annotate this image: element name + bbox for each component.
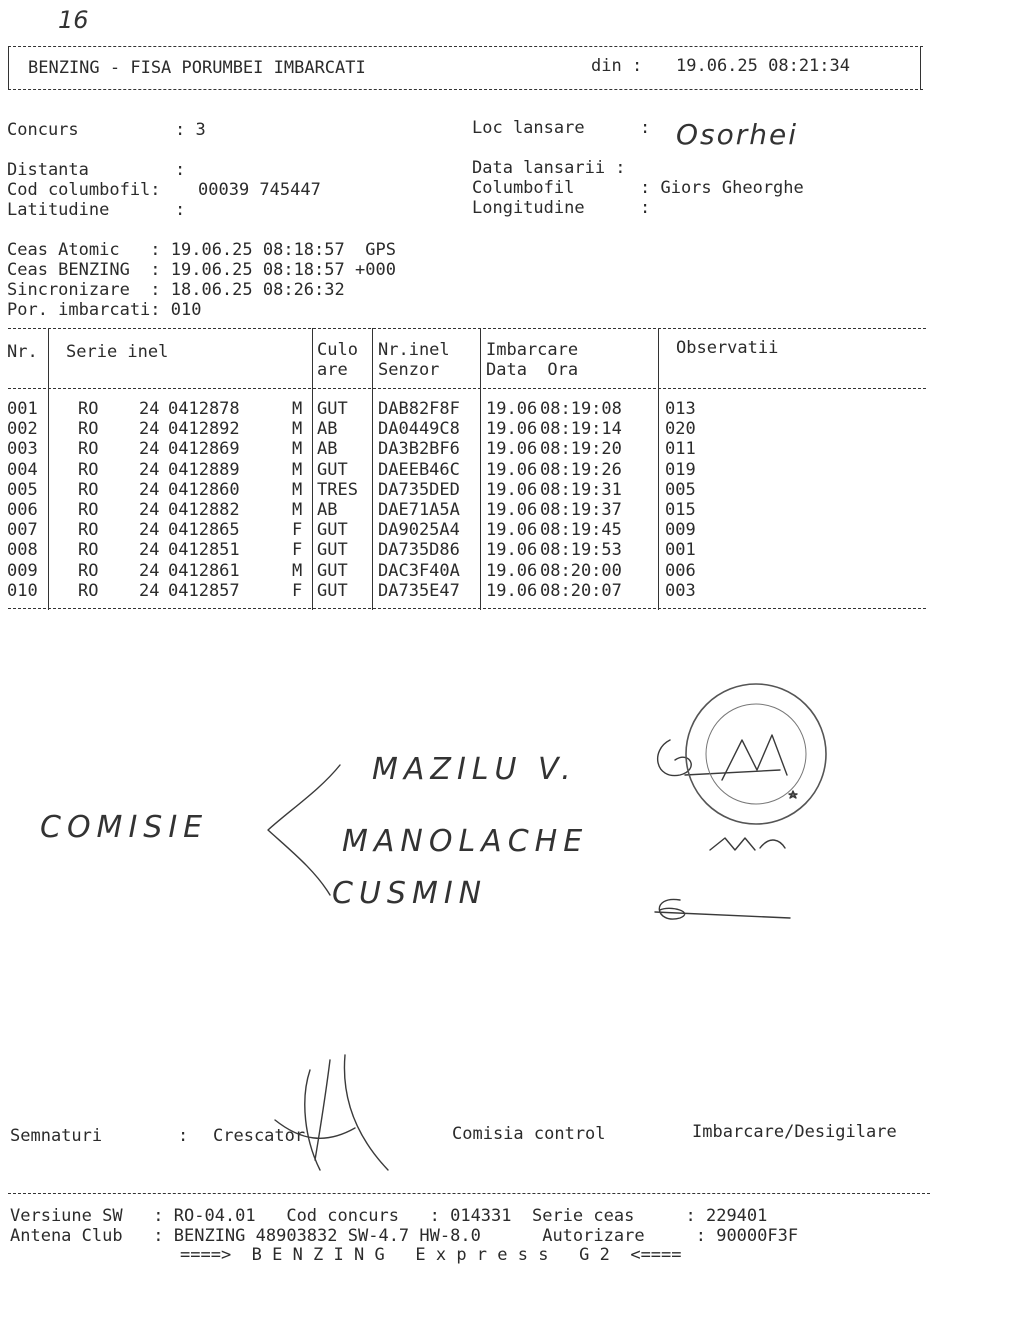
cell-senzor: DA9025A4	[378, 520, 460, 541]
cell-an: 24	[139, 520, 160, 541]
cell-data: 19.06	[486, 580, 538, 601]
footer-rule	[8, 1193, 930, 1194]
cell-nr: 007	[7, 520, 38, 541]
cell-data: 19.06	[486, 459, 538, 480]
th-observatii: Observatii	[676, 338, 779, 358]
cell-senzor: DA735DED	[378, 479, 460, 500]
cell-nr: 003	[7, 439, 38, 460]
header-top-rule	[8, 46, 923, 47]
handwritten-comisie: COMISIE	[40, 810, 209, 845]
cell-sex: M	[292, 560, 303, 581]
columbofil-label: Columbofil	[472, 178, 575, 198]
cell-obs: 020	[665, 419, 696, 440]
cell-inel: 0412860	[168, 479, 240, 500]
cell-culoare: GUT	[317, 520, 348, 541]
cell-an: 24	[139, 459, 160, 480]
cell-tara: RO	[78, 500, 99, 520]
cell-inel: 0412865	[168, 520, 240, 541]
cell-sex: M	[292, 459, 303, 480]
table-col-divider	[372, 328, 373, 610]
cell-an: 24	[139, 439, 160, 460]
crescator-label: Crescator	[213, 1126, 306, 1146]
th-nr-inel: Nr.inel	[378, 340, 450, 360]
data-lansarii-label: Data lansarii :	[472, 158, 626, 178]
cell-an: 24	[139, 580, 160, 601]
cell-sex: F	[292, 540, 303, 561]
table-col-divider	[658, 328, 659, 610]
cell-inel: 0412889	[168, 459, 240, 480]
table-col-divider	[480, 328, 481, 610]
cell-an: 24	[139, 560, 160, 581]
table-col-divider	[312, 328, 313, 610]
cell-sex: M	[292, 500, 303, 520]
cell-sex: F	[292, 520, 303, 541]
stamp-seal	[682, 680, 832, 830]
header-left-border	[8, 46, 9, 90]
cell-sex: M	[292, 439, 303, 460]
cell-an: 24	[139, 540, 160, 561]
cell-obs: 011	[665, 439, 696, 460]
cell-obs: 013	[665, 399, 696, 419]
cell-nr: 005	[7, 479, 38, 500]
cell-senzor: DA735E47	[378, 580, 460, 601]
cell-obs: 006	[665, 560, 696, 581]
cell-nr: 004	[7, 459, 38, 480]
cell-senzor: DA3B2BF6	[378, 439, 460, 460]
th-culoare-1: Culo	[317, 340, 358, 360]
cell-nr: 010	[7, 580, 38, 601]
latitudine-label: Latitudine	[7, 200, 110, 220]
th-culoare-2: are	[317, 360, 348, 380]
cell-ora: 08:19:45	[540, 520, 622, 541]
cell-ora: 08:19:31	[540, 479, 622, 500]
cell-obs: 003	[665, 580, 696, 601]
footer-line-1: Versiune SW : RO-04.01 Cod concurs : 014331 Serie ceas : 229401	[10, 1206, 768, 1226]
table-header-rule	[8, 388, 926, 389]
header-din-label: din :	[591, 56, 643, 76]
cell-culoare: GUT	[317, 540, 348, 561]
cell-ora: 08:19:14	[540, 419, 622, 440]
cell-senzor: DA0449C8	[378, 419, 460, 440]
cell-tara: RO	[78, 419, 99, 440]
cell-nr: 001	[7, 399, 38, 419]
cell-culoare: AB	[317, 439, 338, 460]
header-datetime: 19.06.25 08:21:34	[676, 56, 850, 76]
handwritten-member-3: CUSMIN	[332, 876, 488, 911]
cell-data: 19.06	[486, 540, 538, 561]
cell-inel: 0412878	[168, 399, 240, 419]
cell-inel: 0412861	[168, 560, 240, 581]
semnaturi-label: Semnaturi	[10, 1126, 103, 1146]
cod-columbofil-value: 00039 745447	[198, 180, 321, 200]
th-senzor: Senzor	[378, 360, 440, 380]
cell-an: 24	[139, 479, 160, 500]
cell-ora: 08:20:00	[540, 560, 622, 581]
cell-ora: 08:19:53	[540, 540, 622, 561]
distanta-label: Distanta	[7, 160, 89, 180]
cell-ora: 08:19:08	[540, 399, 622, 419]
cell-tara: RO	[78, 479, 99, 500]
cell-obs: 015	[665, 500, 696, 520]
cell-obs: 001	[665, 540, 696, 561]
por-imbarcati-line: Por. imbarcati: 010	[7, 300, 202, 320]
cell-culoare: GUT	[317, 580, 348, 601]
concurs-label: Concurs	[7, 120, 79, 140]
cell-senzor: DAE71A5A	[378, 500, 460, 520]
cell-senzor: DAEEB46C	[378, 459, 460, 480]
cell-ora: 08:19:37	[540, 500, 622, 520]
columbofil-value: : Giors Gheorghe	[640, 178, 804, 198]
cell-culoare: AB	[317, 500, 338, 520]
cell-tara: RO	[78, 580, 99, 601]
distanta-value: :	[175, 160, 186, 180]
cell-an: 24	[139, 500, 160, 520]
header-right-border	[920, 46, 921, 90]
concurs-value: : 3	[175, 120, 206, 140]
cell-an: 24	[139, 419, 160, 440]
cell-an: 24	[139, 399, 160, 419]
document-title: BENZING - FISA PORUMBEI IMBARCATI	[28, 58, 366, 78]
cell-nr: 008	[7, 540, 38, 561]
latitudine-value: :	[175, 200, 186, 220]
cell-ora: 08:19:20	[540, 439, 622, 460]
comisia-control-label: Comisia control	[452, 1124, 606, 1144]
breeder-signature	[270, 1050, 400, 1180]
cell-data: 19.06	[486, 560, 538, 581]
cell-inel: 0412851	[168, 540, 240, 561]
cell-tara: RO	[78, 439, 99, 460]
imbarcare-desigilare-label: Imbarcare/Desigilare	[692, 1122, 897, 1142]
cell-sex: M	[292, 419, 303, 440]
cell-culoare: GUT	[317, 399, 348, 419]
loc-lansare-handwritten: Osorhei	[676, 118, 799, 151]
th-imbarcare: Imbarcare	[486, 340, 579, 360]
cell-obs: 005	[665, 479, 696, 500]
cod-columbofil-label: Cod columbofil:	[7, 180, 161, 200]
header-bottom-rule	[8, 89, 923, 90]
cell-tara: RO	[78, 399, 99, 419]
sincronizare-line: Sincronizare : 18.06.25 08:26:32	[7, 280, 345, 300]
cell-tara: RO	[78, 560, 99, 581]
footer-line-2: Antena Club : BENZING 48903832 SW-4.7 HW-8.0 Autorizare : 90000F3F	[10, 1226, 799, 1246]
th-nr: Nr.	[7, 342, 38, 362]
cell-senzor: DA735D86	[378, 540, 460, 561]
cell-tara: RO	[78, 520, 99, 541]
cell-nr: 002	[7, 419, 38, 440]
cell-culoare: TRES	[317, 479, 358, 500]
cell-data: 19.06	[486, 439, 538, 460]
cell-ora: 08:19:26	[540, 459, 622, 480]
ceas-atomic-line: Ceas Atomic : 19.06.25 08:18:57 GPS	[7, 240, 396, 260]
th-data-ora: Data Ora	[486, 360, 579, 380]
loc-lansare-label: Loc lansare	[472, 118, 585, 138]
handwritten-member-2: MANOLACHE	[342, 824, 589, 859]
cell-culoare: GUT	[317, 459, 348, 480]
cell-nr: 009	[7, 560, 38, 581]
th-serie-inel: Serie inel	[66, 342, 169, 362]
cell-obs: 009	[665, 520, 696, 541]
footer-line-3: ====> B E N Z I N G E x p r e s s G 2 <====	[180, 1245, 682, 1265]
ceas-benzing-line: Ceas BENZING : 19.06.25 08:18:57 +000	[7, 260, 396, 280]
semnaturi-sep: :	[178, 1126, 189, 1146]
cell-sex: M	[292, 399, 303, 419]
table-bottom-rule	[8, 608, 926, 609]
longitudine-label: Longitudine	[472, 198, 585, 218]
cell-sex: F	[292, 580, 303, 601]
cell-culoare: AB	[317, 419, 338, 440]
cell-data: 19.06	[486, 500, 538, 520]
cell-sex: M	[292, 479, 303, 500]
cell-data: 19.06	[486, 419, 538, 440]
cell-data: 19.06	[486, 479, 538, 500]
loc-lansare-sep: :	[640, 118, 651, 138]
page-number: 16	[58, 6, 89, 34]
handwritten-member-1: MAZILU V.	[372, 752, 577, 787]
cell-culoare: GUT	[317, 560, 348, 581]
longitudine-value: :	[640, 198, 651, 218]
cell-data: 19.06	[486, 520, 538, 541]
cell-inel: 0412857	[168, 580, 240, 601]
cell-nr: 006	[7, 500, 38, 520]
table-top-rule	[8, 328, 926, 329]
table-col-divider	[48, 328, 49, 610]
cell-obs: 019	[665, 459, 696, 480]
cell-inel: 0412892	[168, 419, 240, 440]
cell-tara: RO	[78, 459, 99, 480]
cell-ora: 08:20:07	[540, 580, 622, 601]
cell-senzor: DAC3F40A	[378, 560, 460, 581]
cell-data: 19.06	[486, 399, 538, 419]
cell-tara: RO	[78, 540, 99, 561]
cell-inel: 0412882	[168, 500, 240, 520]
cell-senzor: DAB82F8F	[378, 399, 460, 419]
cell-inel: 0412869	[168, 439, 240, 460]
